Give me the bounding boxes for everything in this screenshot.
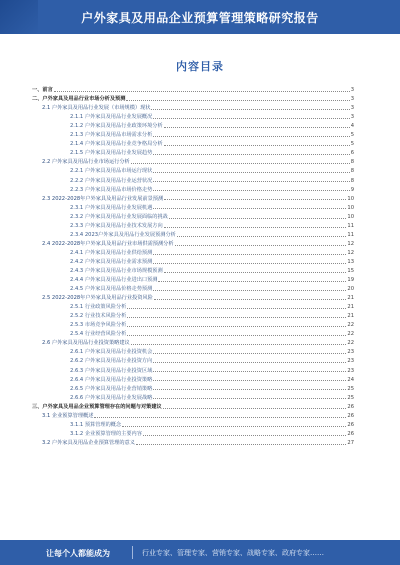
toc-page-number: 3 bbox=[350, 96, 354, 103]
toc-entry[interactable] bbox=[32, 120, 354, 129]
toc-page-number: 26 bbox=[347, 403, 354, 410]
toc-entry-title: 三、户外家具及用品企业预算管理存在的问题与对策建议 bbox=[32, 403, 162, 410]
toc-leader-dots bbox=[153, 181, 349, 182]
toc-entry-title: 2.2.3 户外家具及用品市场价格走势 bbox=[70, 186, 153, 193]
toc-entry[interactable] bbox=[32, 93, 354, 102]
toc-leader-dots bbox=[153, 389, 346, 390]
toc-entry[interactable] bbox=[32, 238, 354, 247]
toc-leader-dots bbox=[127, 326, 346, 327]
toc-leader-dots bbox=[164, 272, 347, 273]
toc-leader-dots bbox=[177, 236, 347, 237]
toc-page-number: 3 bbox=[350, 105, 354, 112]
toc-page-number: 8 bbox=[350, 177, 354, 184]
toc-entry-title: 2.6.2 户外家具及用品行业投资方向 bbox=[70, 358, 153, 365]
toc-leader-dots bbox=[153, 118, 349, 119]
toc-leader-dots bbox=[127, 335, 346, 336]
toc-page-number: 9 bbox=[350, 186, 354, 193]
toc-entry-title: 2.4.4 户外家具及用品行业进出口预测 bbox=[70, 277, 158, 284]
toc-entry-title: 2.1.1 户外家具及用品行业发展概况 bbox=[70, 114, 153, 121]
toc-page-number: 10 bbox=[347, 204, 354, 211]
toc-entry-title: 2.5.3 市场竞争风险分析 bbox=[70, 322, 127, 329]
toc-entry[interactable] bbox=[32, 328, 354, 337]
toc-page-number: 5 bbox=[350, 132, 354, 139]
toc-entry[interactable] bbox=[32, 419, 354, 428]
toc-entry-title: 2.1 户外家具及用品行业发展（市场规模）现状 bbox=[42, 105, 151, 112]
toc-leader-dots bbox=[126, 100, 349, 101]
toc-page-number: 15 bbox=[347, 267, 354, 274]
toc-heading: 内容目录 bbox=[176, 60, 224, 73]
toc-entry-title: 3.2 户外家具及用品企业预算管理的意义 bbox=[42, 439, 135, 446]
toc-leader-dots bbox=[153, 190, 349, 191]
toc-entry[interactable] bbox=[32, 184, 354, 193]
toc-entry[interactable] bbox=[32, 247, 354, 256]
toc-entry[interactable] bbox=[32, 220, 354, 229]
toc-page-number: 10 bbox=[347, 213, 354, 220]
toc-entry-title: 2.6.4 户外家具及用品行业投资策略 bbox=[70, 376, 153, 383]
toc-entry[interactable] bbox=[32, 129, 354, 138]
toc-page-number: 3 bbox=[350, 87, 354, 94]
toc-entry-title: 2.2.1 户外家具及用品市场运行现状 bbox=[70, 168, 153, 175]
footer-slogan: 让每个人都能成为 bbox=[46, 549, 110, 558]
toc-entry[interactable] bbox=[32, 165, 354, 174]
toc-entry-title: 2.3.1 户外家具及用品行业发展机遇 bbox=[70, 204, 153, 211]
toc-entry-title: 2.3 2022-2028年户外家具及用品行业发展前景预测 bbox=[42, 195, 164, 202]
toc-leader-dots bbox=[153, 353, 346, 354]
toc-entry[interactable] bbox=[32, 193, 354, 202]
toc-leader-dots bbox=[153, 398, 346, 399]
toc-leader-dots bbox=[164, 127, 350, 128]
toc-leader-dots bbox=[153, 371, 346, 372]
page-header bbox=[0, 0, 400, 34]
toc-page-number: 4 bbox=[350, 123, 354, 130]
toc-leader-dots bbox=[153, 263, 346, 264]
toc-entry[interactable] bbox=[32, 392, 354, 401]
toc-page-number: 25 bbox=[347, 394, 354, 401]
toc-entry[interactable] bbox=[32, 310, 354, 319]
toc-entry[interactable] bbox=[32, 156, 354, 165]
toc-entry[interactable] bbox=[32, 174, 354, 183]
toc-entry-title: 2.6 户外家具及用品行业投资策略建议 bbox=[42, 340, 130, 347]
toc-page-number: 26 bbox=[347, 421, 354, 428]
toc-entry[interactable] bbox=[32, 292, 354, 301]
toc-entry-title: 2.2 户外家具及用品行业市场运行分析 bbox=[42, 159, 130, 166]
toc-page-number: 13 bbox=[347, 258, 354, 265]
toc-page-number: 22 bbox=[347, 322, 354, 329]
toc-entry-title: 2.1.4 户外家具及用品行业竞争格局分析 bbox=[70, 141, 163, 148]
toc-entry-title: 2.6.1 户外家具及用品行业投资机会 bbox=[70, 349, 153, 356]
toc-leader-dots bbox=[131, 163, 350, 164]
toc-entry-title: 2.4.2 户外家具及用品行业需求预测 bbox=[70, 258, 153, 265]
toc-entry[interactable] bbox=[32, 138, 354, 147]
toc-entry[interactable] bbox=[32, 147, 354, 156]
toc-entry[interactable] bbox=[32, 211, 354, 220]
toc-leader-dots bbox=[153, 172, 349, 173]
toc-entry[interactable] bbox=[32, 364, 354, 373]
page-footer bbox=[0, 540, 400, 565]
toc-page-number: 8 bbox=[350, 168, 354, 175]
toc-entry-title: 2.2.2 户外家具及用品行业运营状况 bbox=[70, 177, 153, 184]
toc-leader-dots bbox=[153, 208, 346, 209]
toc-entry-title: 2.1.5 户外家具及用品行业发展趋势 bbox=[70, 150, 153, 157]
toc-leader-dots bbox=[175, 245, 347, 246]
toc-entry[interactable] bbox=[32, 283, 354, 292]
toc-entry[interactable] bbox=[32, 437, 354, 446]
toc-page-number: 26 bbox=[347, 430, 354, 437]
toc-page-number: 21 bbox=[347, 295, 354, 302]
toc-leader-dots bbox=[94, 417, 346, 418]
toc-leader-dots bbox=[127, 317, 346, 318]
toc-entry[interactable] bbox=[32, 383, 354, 392]
toc-leader-dots bbox=[153, 290, 346, 291]
toc-page-number: 25 bbox=[347, 385, 354, 392]
toc-page-number: 12 bbox=[347, 249, 354, 256]
toc-entry-title: 2.3.4 2023户外家具及用品行业发展预测分析 bbox=[70, 231, 176, 238]
toc-leader-dots bbox=[122, 426, 346, 427]
toc-entry[interactable] bbox=[32, 111, 354, 120]
toc-entry[interactable] bbox=[32, 374, 354, 383]
toc-page-number: 20 bbox=[347, 286, 354, 293]
toc-page-number: 22 bbox=[347, 340, 354, 347]
toc-entry[interactable] bbox=[32, 84, 354, 93]
toc-entry-title: 2.6.3 户外家具及用品行业投资区域 bbox=[70, 367, 153, 374]
toc-leader-dots bbox=[153, 362, 346, 363]
toc-page-number: 27 bbox=[347, 439, 354, 446]
toc-entry[interactable] bbox=[32, 337, 354, 346]
toc-leader-dots bbox=[54, 91, 350, 92]
toc-page-number: 23 bbox=[347, 358, 354, 365]
toc-entry-title: 2.3.2 户外家具及用品行业发展面临的挑战 bbox=[70, 213, 168, 220]
toc-entry-title: 2.6.5 户外家具及用品行业营销策略 bbox=[70, 385, 153, 392]
toc-entry[interactable] bbox=[32, 301, 354, 310]
toc-leader-dots bbox=[143, 435, 346, 436]
toc-entry[interactable] bbox=[32, 265, 354, 274]
toc-leader-dots bbox=[164, 145, 350, 146]
toc-entry-title: 2.6.6 户外家具及用品行业发展战略 bbox=[70, 394, 153, 401]
toc-leader-dots bbox=[158, 281, 346, 282]
toc-page-number: 22 bbox=[347, 331, 354, 338]
toc-entry[interactable] bbox=[32, 319, 354, 328]
toc-entry[interactable] bbox=[32, 274, 354, 283]
toc-leader-dots bbox=[153, 154, 349, 155]
toc-entry-title: 二、户外家具及用品行业市场分析及预测 bbox=[32, 96, 126, 103]
toc-page-number: 5 bbox=[350, 141, 354, 148]
toc-entry-title: 2.1.3 户外家具及用品市场需求分析 bbox=[70, 132, 153, 139]
toc-page-number: 21 bbox=[347, 313, 354, 320]
toc-page-number: 11 bbox=[347, 231, 354, 238]
toc-leader-dots bbox=[169, 218, 347, 219]
toc-page-number: 21 bbox=[347, 304, 354, 311]
toc-entry-title: 2.4 2022-2028年户外家具及用品行业市场供需预测分析 bbox=[42, 240, 174, 247]
toc-leader-dots bbox=[153, 380, 346, 381]
toc-entry-title: 2.5 2022-2028年户外家具及用品行业投资风险 bbox=[42, 295, 153, 302]
toc-leader-dots bbox=[153, 254, 346, 255]
toc-entry-title: 2.5.2 行业技术风险分析 bbox=[70, 313, 127, 320]
toc-page-number: 19 bbox=[347, 277, 354, 284]
toc-leader-dots bbox=[153, 136, 349, 137]
toc-page-number: 26 bbox=[347, 412, 354, 419]
toc-leader-dots bbox=[127, 308, 346, 309]
toc-entry[interactable] bbox=[32, 410, 354, 419]
toc-page-number: 6 bbox=[350, 150, 354, 157]
toc-entry[interactable] bbox=[32, 202, 354, 211]
toc-page-number: 3 bbox=[350, 114, 354, 121]
toc-leader-dots bbox=[151, 109, 349, 110]
toc-leader-dots bbox=[131, 344, 347, 345]
toc-page-number: 23 bbox=[347, 367, 354, 374]
toc-entry[interactable] bbox=[32, 256, 354, 265]
toc-entry[interactable] bbox=[32, 102, 354, 111]
toc-entry-title: 3.1 企业预算管理概述 bbox=[42, 412, 94, 419]
toc-leader-dots bbox=[136, 444, 346, 445]
toc-entry-title: 2.4.1 户外家具及用品行业供给预测 bbox=[70, 249, 153, 256]
toc-leader-dots bbox=[164, 199, 346, 200]
toc-page-number: 12 bbox=[347, 240, 354, 247]
toc-entry[interactable] bbox=[32, 401, 354, 410]
toc-entry-title: 3.1.2 企业预算管理的主要内容 bbox=[70, 430, 142, 437]
toc-page-number: 23 bbox=[347, 349, 354, 356]
toc-entry[interactable] bbox=[32, 355, 354, 364]
toc-page-number: 10 bbox=[347, 195, 354, 202]
toc-entry-title: 2.4.3 户外家具及用品行业市场规模预测 bbox=[70, 267, 163, 274]
toc-entry[interactable] bbox=[32, 229, 354, 238]
table-of-contents bbox=[32, 84, 354, 446]
toc-entry-title: 3.1.1 预算管理的概念 bbox=[70, 421, 122, 428]
toc-entry[interactable] bbox=[32, 346, 354, 355]
toc-entry-title: 2.3.3 户外家具及用品行业技术发展方向 bbox=[70, 222, 163, 229]
toc-leader-dots bbox=[164, 227, 347, 228]
toc-entry-title: 2.5.1 行业政策风险分析 bbox=[70, 304, 127, 311]
toc-page-number: 24 bbox=[347, 376, 354, 383]
toc-entry[interactable] bbox=[32, 428, 354, 437]
report-title: 户外家具及用品企业预算管理策略研究报告 bbox=[81, 11, 319, 25]
toc-leader-dots bbox=[163, 408, 347, 409]
toc-entry-title: 2.5.4 行业经营风险分析 bbox=[70, 331, 127, 338]
footer-divider bbox=[132, 546, 133, 559]
toc-entry-title: 2.4.5 户外家具及用品价格走势预测 bbox=[70, 286, 153, 293]
toc-leader-dots bbox=[154, 299, 347, 300]
toc-entry-title: 一、前言 bbox=[32, 87, 53, 94]
footer-tagline: 行业专家、管理专家、营销专家、战略专家、政府专家…… bbox=[142, 549, 324, 557]
toc-entry-title: 2.1.2 户外家具及用品行业政策环境分析 bbox=[70, 123, 163, 130]
toc-page-number: 8 bbox=[350, 159, 354, 166]
toc-page-number: 11 bbox=[347, 222, 354, 229]
